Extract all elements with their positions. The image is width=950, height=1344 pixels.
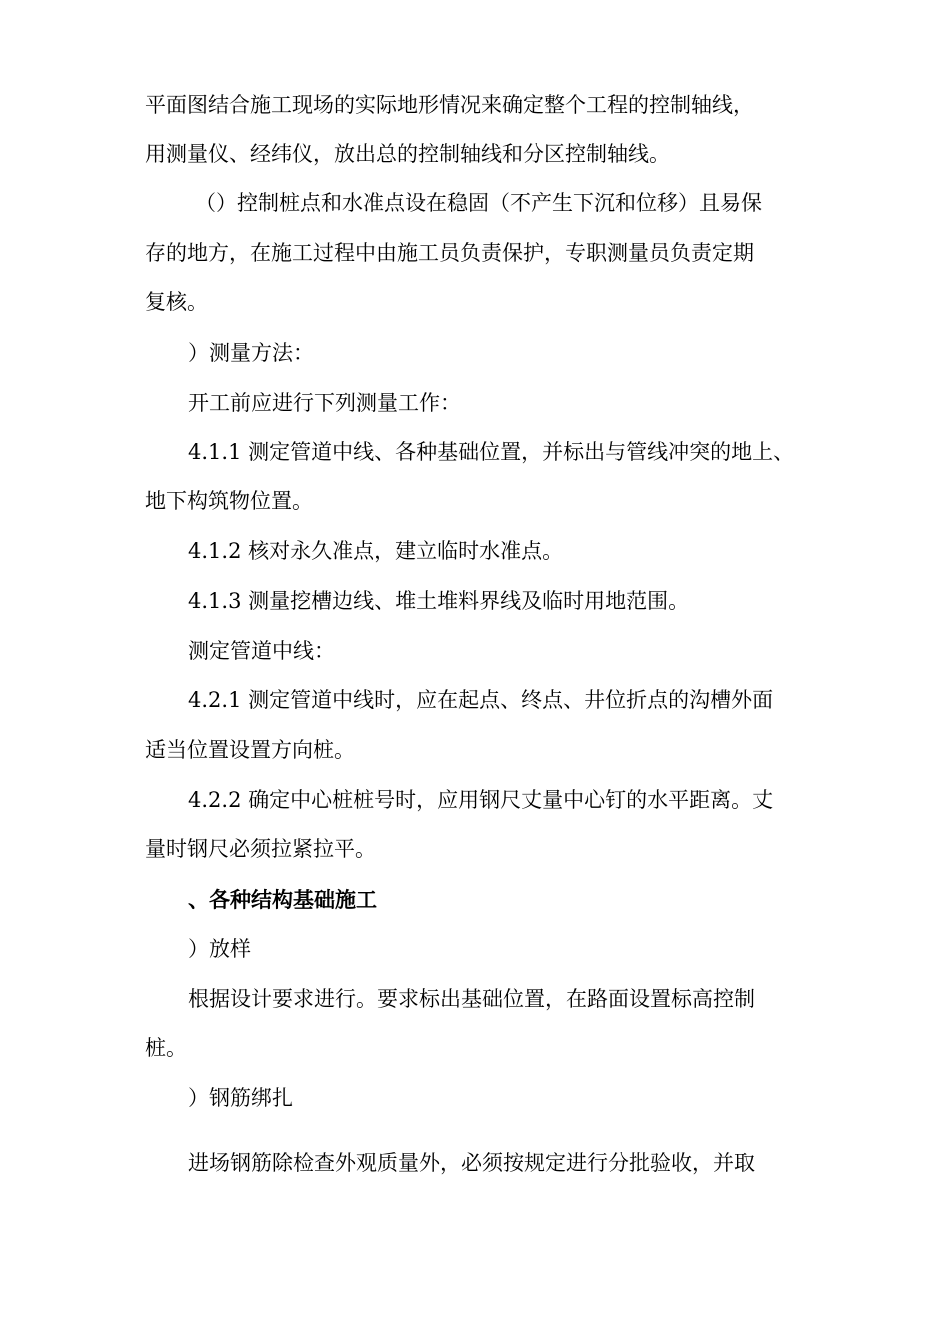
paragraph-line: 4.2.1 测定管道中线时，应在起点、终点、井位折点的沟槽外面 [188, 688, 774, 712]
paragraph-line: 适当位置设置方向桩。 [145, 738, 355, 762]
paragraph-line: 量时钢尺必须拉紧拉平。 [145, 837, 376, 861]
paragraph-line: 地下构筑物位置。 [145, 489, 313, 513]
section-heading-bold: 、各种结构基础施工 [188, 887, 377, 912]
paragraph-line: 4.1.1 测定管道中线、各种基础位置，并标出与管线冲突的地上、 [188, 440, 795, 464]
paragraph-line: 4.2.2 确定中心桩桩号时，应用钢尺丈量中心钉的水平距离。丈 [188, 788, 774, 812]
section-heading: ）放样 [188, 937, 251, 961]
paragraph-line: 用测量仪、经纬仪，放出总的控制轴线和分区控制轴线。 [145, 142, 670, 166]
paragraph-line: （）控制桩点和水准点设在稳固（不产生下沉和位移）且易保 [195, 191, 762, 215]
paragraph-line: 根据设计要求进行。要求标出基础位置，在路面设置标高控制 [188, 987, 755, 1011]
paragraph-line: 4.1.3 测量挖槽边线、堆土堆料界线及临时用地范围。 [188, 589, 690, 613]
paragraph-line: 复核。 [145, 290, 208, 314]
section-heading: ）测量方法： [188, 341, 314, 365]
section-heading: ）钢筋绑扎 [188, 1086, 293, 1110]
paragraph-line: 存的地方，在施工过程中由施工员负责保护，专职测量员负责定期 [145, 241, 754, 265]
paragraph-line: 进场钢筋除检查外观质量外，必须按规定进行分批验收，并取 [188, 1151, 755, 1175]
paragraph-line: 平面图结合施工现场的实际地形情况来确定整个工程的控制轴线， [145, 93, 754, 117]
paragraph-line: 桩。 [145, 1036, 187, 1060]
section-heading: 测定管道中线： [188, 639, 335, 663]
paragraph-line: 4.1.2 核对永久准点，建立临时水准点。 [188, 539, 564, 563]
paragraph-line: 开工前应进行下列测量工作： [188, 391, 461, 415]
